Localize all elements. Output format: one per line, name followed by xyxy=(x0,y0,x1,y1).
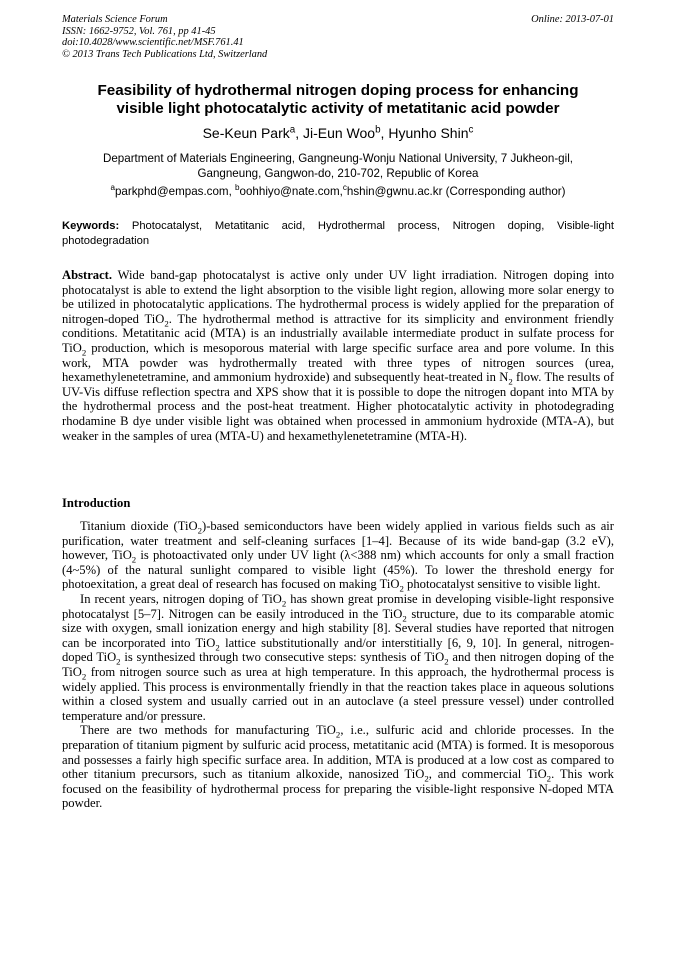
journal-name: Materials Science Forum xyxy=(62,14,168,25)
subscript: 2 xyxy=(546,773,552,784)
paragraph-text: has shown great promise in developing visible-light responsive photocatalyst [5–7]. Nitrogen can be easily introduced in the TiO xyxy=(62,591,614,621)
subscript: 2 xyxy=(508,376,513,387)
keywords-label: Keywords: xyxy=(62,220,120,232)
abstract-text: Wide band-gap photocatalyst is active only under UV light irradiation. Nitrogen doping into photocatalyst is able to extend the light absorption to the visible light region, allowing more solar energy to be utilized in photocatalytic applications. The hydrothermal process is widely applied for the preparation of nitrogen-doped TiO xyxy=(62,268,615,326)
abstract-text: flow. The results of UV-Vis diffuse reflection spectra and XPS show that it is possible to dope the nitrogen dopant into MTA by the hydrothermal process and the post-heat treatment. Higher photocatalytic activity in photodegrading rhodamine B dye under visible light was obtained when processed in ammonium hydroxide (MTA-A), but weaker in the samples of urea (MTA-U) and hexamethylenetetramine (MTA-H). xyxy=(62,370,615,443)
author-affil-mark: b xyxy=(375,124,381,136)
paragraph-text: structure, due to its comparable atomic size with oxygen, small ionization energy and high stability [8]. Several studies have reported that nitrogen can be incorporated into TiO xyxy=(62,606,614,650)
subscript: 2 xyxy=(197,525,202,536)
subscript: 2 xyxy=(281,598,287,609)
affiliation-line-2: Gangneung, Gangwon-do, 210-702, Republic of Korea xyxy=(197,167,479,181)
author-name: Se-Keun Park xyxy=(202,125,290,141)
paper-title xyxy=(62,82,614,119)
paragraph-text: photocatalyst sensitive to visible light. xyxy=(403,577,601,592)
subscript: 2 xyxy=(81,347,87,358)
paragraph-text: )-based semiconductors have been widely applied in various fields such as air purification, water treatment and self-cleaning surfaces [1–4]. Because of its wide band-gap (3.2 eV), however, TiO xyxy=(62,519,614,563)
email-a: parkphd@empas.com, xyxy=(114,185,236,198)
paragraph xyxy=(62,723,614,811)
abstract-text: . The hydrothermal method is attractive for its simplicity and environment friendly conditions. Metatitanic acid (MTA) is an industrially available intermediate product in sulfate process for TiO xyxy=(62,311,614,355)
subscript: 2 xyxy=(164,318,169,329)
paragraph-text: , i.e., sulfuric acid and chloride processes. In the preparation of titanium pigment by sulfuric acid process, metatitanic acid (MTA) is formed. It is mesoporous and possesses a fairly high specific surface area. In addition, MTA is produced at a low cost as compared to other titanium precursors, such as titanium alkoxide, nanosized TiO xyxy=(62,723,614,782)
doi: doi:10.4028/www.scientific.net/MSF.761.41 xyxy=(62,37,244,49)
copyright: © 2013 Trans Tech Publications Ltd, Switzerland xyxy=(62,48,268,60)
author-affil-mark: a xyxy=(289,124,296,136)
affiliation xyxy=(62,151,614,182)
subscript: 2 xyxy=(116,656,121,667)
title-line-2: visible light photocatalytic activity of metatitanic acid powder xyxy=(116,100,560,118)
paragraph-text: is photoactivated only under UV light (λ<388 nm) which accounts for only a small fraction (4~5%) of the natural sunlight compared to visible light (45%). To lower the threshold energy for photoexitation, a great deal of research has focused on making TiO xyxy=(62,548,614,592)
paragraph-text: , and commercial TiO xyxy=(428,767,547,782)
paragraph-text: In recent years, nitrogen doping of TiO xyxy=(80,591,282,606)
email-c: hshin@gwnu.ac.kr (Corresponding author) xyxy=(346,185,566,198)
paragraph xyxy=(62,519,614,592)
abstract-label: Abstract. xyxy=(62,268,113,282)
author-name: Hyunho Shin xyxy=(388,125,469,141)
subscript: 2 xyxy=(215,642,220,653)
author-list xyxy=(62,124,614,142)
subscript: 2 xyxy=(81,671,87,682)
subscript: 2 xyxy=(131,554,137,565)
journal-header xyxy=(62,14,614,60)
introduction-body xyxy=(62,519,614,811)
paragraph-text: and then nitrogen doping of the TiO xyxy=(62,650,614,679)
keywords-text: Photocatalyst, Metatitanic acid, Hydrothermal process, Nitrogen doping, Visible-light photodegradation xyxy=(62,220,614,247)
affiliation-line-1: Department of Materials Engineering, Gangneung-Wonju National University, 7 Jukheon-gil, xyxy=(102,152,573,165)
author-name: Ji-Eun Woo xyxy=(302,125,376,141)
email-list xyxy=(62,185,614,199)
subscript: 2 xyxy=(402,613,407,624)
subscript: 2 xyxy=(444,656,449,667)
paragraph-text: Titanium dioxide (TiO xyxy=(80,519,198,533)
paragraph-text: is synthesized through two consecutive steps: synthesis of TiO xyxy=(120,650,445,665)
subscript: 2 xyxy=(399,583,404,594)
paragraph-text: from nitrogen source such as urea at high temperature. In this approach, the hydrothermal process is widely applied. This process is environmentally friendly in that the reaction takes place in aqueous solutions within a closed system and usually carried out in an autoclave (a steel pressure vessel) under controlled temperature and/or pressure. xyxy=(62,664,614,723)
paragraph xyxy=(62,592,614,723)
abstract-text: production, which is mesoporous material with large specific surface area and pore volume. In this work, MTA powder was hydrothermally treated with three types of nitrogen sources (urea, hexamethylenetetramine, and ammonium hydroxide) and subsequently heat-treated in N xyxy=(62,340,614,385)
email-mark: c xyxy=(342,183,347,193)
author-separator: , xyxy=(295,125,303,141)
email-b: oohhiyo@nate.com, xyxy=(239,185,343,198)
email-mark: a xyxy=(110,183,115,193)
abstract xyxy=(62,268,614,443)
paragraph-text: lattice substitutionally and/or interstitially [6, 9, 10]. In general, nitrogen-doped TiO xyxy=(62,635,615,665)
paragraph-text: . This work focused on the feasibility of hydrothermal process for preparing the visible-light responsive N-doped MTA powder. xyxy=(62,767,614,811)
issn: ISSN: 1662-9752, Vol. 761, pp 41-45 xyxy=(62,25,216,37)
introduction-heading: Introduction xyxy=(62,496,131,510)
author-separator: , xyxy=(380,125,389,141)
subscript: 2 xyxy=(424,773,429,784)
subscript: 2 xyxy=(335,729,341,740)
online-date: Online: 2013-07-01 xyxy=(531,14,614,25)
title-line-1: Feasibility of hydrothermal nitrogen doping process for enhancing xyxy=(97,82,579,99)
author-affil-mark: c xyxy=(468,124,474,136)
paragraph-text: There are two methods for manufacturing TiO xyxy=(80,723,336,738)
email-mark: b xyxy=(235,183,240,193)
keywords xyxy=(62,219,614,249)
